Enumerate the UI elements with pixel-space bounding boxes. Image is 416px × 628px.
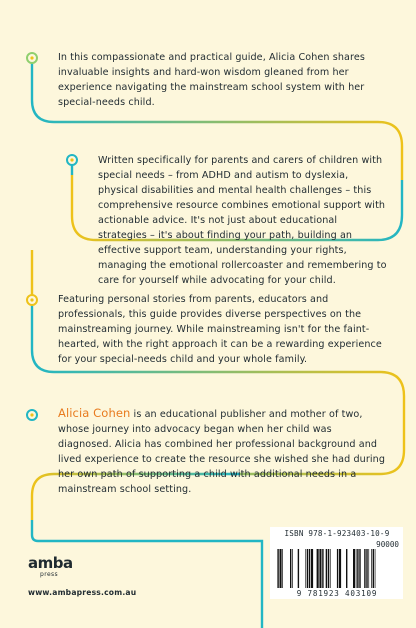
- barcode-bar: [298, 549, 299, 588]
- isbn-label: ISBN 978-1-923403-10-9: [284, 529, 390, 538]
- publisher-url[interactable]: www.ambapress.com.au: [28, 588, 137, 597]
- barcode-bar: [305, 549, 306, 588]
- barcode-bar: [282, 549, 283, 588]
- barcode-bar: [346, 549, 347, 588]
- author-bio-text: is an educational publisher and mother of two, whose journey into advocacy began when her child was diagnosed. Alicia has combined her professional background and lived experience to create the resource she wished she had during her own path of supporting a child with additional needs in a mainstream school setting.: [58, 409, 386, 495]
- barcode-bar: [371, 549, 372, 588]
- description-paragraph-2: Written specifically for parents and carers of children with special needs – from ADHD and autism to dyslexia, physical disabilities and mental health challenges – this comprehensive resource combines emotional support with actionable advice. It's not just about educational strategies – it's about finding your path, building an effective support team, understanding your rights, managing the emotional rollercoaster and remembering to care for yourself while advocating for your child.: [98, 155, 387, 286]
- barcode-bar: [277, 549, 278, 588]
- barcode-bar: [364, 549, 365, 588]
- barcode-bar: [328, 549, 329, 588]
- barcode-bar: [326, 549, 327, 588]
- barcode-bar: [292, 549, 293, 588]
- barcode-bar: [375, 549, 376, 588]
- author-name: Alicia Cohen: [58, 406, 131, 420]
- description-paragraph-1: In this compassionate and practical guide, Alicia Cohen shares invaluable insights and hard-won wisdom gleaned from her experience navigating the mainstream school system with her special-needs child.: [58, 52, 365, 108]
- barcode-bar: [290, 549, 291, 588]
- author-bio-paragraph: [58, 406, 388, 497]
- barcode-bar: [337, 549, 338, 588]
- publisher-logo: [28, 550, 73, 580]
- barcode-bar: [309, 549, 310, 588]
- barcode-bar: [357, 549, 358, 588]
- barcode-bar: [368, 549, 369, 588]
- barcode-bar: [356, 549, 357, 588]
- barcode-number: 9 781923 403109: [296, 589, 378, 598]
- logo-sub-text: press: [40, 571, 59, 578]
- description-paragraph-3: Featuring personal stories from parents, educators and professionals, this guide provides diverse perspectives on the mainstreaming journey. While mainstreaming isn't for the faint-hearted, with the right approach it can be a rewarding experience for your special-needs child and your whole family.: [58, 294, 382, 365]
- barcode-bar: [311, 549, 313, 588]
- barcode-bar: [359, 549, 360, 588]
- logo-main-text: amba: [28, 554, 73, 572]
- isbn-barcode: [270, 527, 403, 599]
- barcode-bar: [322, 549, 323, 588]
- barcode-bar: [307, 549, 308, 588]
- barcode-bar: [280, 549, 282, 588]
- barcode-bar: [373, 549, 374, 588]
- price-code: 90000: [376, 540, 399, 549]
- barcode-bar: [353, 549, 355, 588]
- node-dot-4: [27, 410, 37, 420]
- barcode-bar: [319, 549, 321, 588]
- barcode-bar: [339, 549, 341, 588]
- node-dot-3: [27, 295, 37, 305]
- barcode-bar: [330, 549, 331, 588]
- node-dot-2: [67, 155, 77, 165]
- node-dot-1: [27, 53, 37, 63]
- barcode-bar: [366, 549, 367, 588]
- barcode-bar: [317, 549, 319, 588]
